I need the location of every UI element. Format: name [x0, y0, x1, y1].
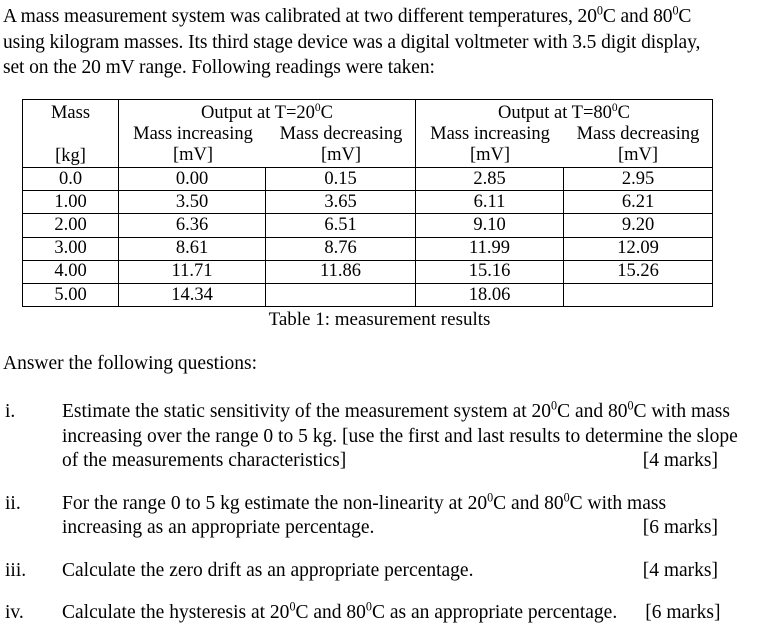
degree-superscript: 0 [627, 398, 634, 413]
question-iv-line-1-part-a: Calculate the hysteresis at 20 [62, 602, 290, 623]
question-body-ii [62, 492, 739, 541]
table-row [23, 214, 713, 237]
header-group-80c-units [416, 145, 712, 166]
degree-superscript: 0 [487, 490, 494, 504]
question-i-line-3 [62, 449, 739, 474]
question-number-ii: ii. [5, 492, 21, 514]
question-ii-marks: [6 marks] [642, 517, 718, 538]
question-ii-line-2-text: increasing as an appropriate percentage. [62, 517, 375, 538]
intro-line-3: set on the 20 mV range. Following readings were taken: [3, 57, 435, 78]
header-20c-decreasing: Mass decreasing [279, 124, 403, 144]
cell-t20-decreasing [266, 283, 416, 306]
degree-superscript: 0 [289, 599, 296, 614]
header-80c-decreasing-unit: [mV] [617, 145, 659, 165]
header-group-20c-suffix: C [320, 103, 333, 123]
intro-line-1-part-b: C and 80 [602, 6, 673, 27]
cell-mass: 5.00 [23, 283, 119, 306]
question-list [0, 400, 759, 644]
cell-mass: 3.00 [23, 237, 119, 260]
cell-t20-decreasing: 3.65 [266, 191, 416, 214]
intro-line-1-part-c: C [678, 6, 692, 27]
question-number-i: i. [5, 401, 16, 422]
header-80c-decreasing: Mass decreasing [576, 124, 700, 144]
question-i-line-1-part-a: Estimate the static sensitivity of the measurement system at 20 [62, 401, 552, 422]
question-ii-line-2 [62, 516, 739, 541]
header-group-80c-subcolumns [416, 124, 712, 145]
table-header [23, 100, 713, 168]
question-i-line-1-part-c: C with mass [633, 401, 730, 422]
table-caption: Table 1: measurement results [268, 309, 491, 330]
cell-t80-decreasing [564, 283, 713, 306]
question-i-line-1-part-b: C and 80 [557, 401, 628, 422]
header-cell-mass [23, 100, 119, 168]
header-80c-increasing-unit: [mV] [469, 145, 511, 165]
header-group-80c-text: Output at T=80 [498, 103, 612, 123]
header-80c-increasing: Mass increasing [430, 124, 550, 144]
cell-t20-increasing: 14.34 [119, 283, 266, 306]
degree-superscript: 0 [551, 398, 558, 413]
degree-superscript: 0 [611, 101, 618, 114]
header-group-80c-suffix: C [617, 103, 630, 123]
intro-paragraph [3, 4, 755, 81]
header-mass-unit: [kg] [55, 145, 86, 166]
question-i-line-3-text: of the measurements characteristics] [62, 450, 347, 471]
question-item-iii [0, 559, 759, 584]
cell-t20-increasing: 8.61 [119, 237, 266, 260]
cell-t20-decreasing: 8.76 [266, 237, 416, 260]
cell-t80-decreasing: 6.21 [564, 191, 713, 214]
cell-t80-decreasing: 12.09 [564, 237, 713, 260]
answer-prompt: Answer the following questions: [3, 353, 258, 374]
question-number-iv: iv. [5, 602, 24, 623]
question-iii-marks: [4 marks] [642, 559, 718, 581]
cell-mass: 2.00 [23, 214, 119, 237]
degree-superscript: 0 [672, 3, 679, 18]
cell-mass: 1.00 [23, 191, 119, 214]
table-row [23, 191, 713, 214]
question-body-iv [62, 601, 739, 626]
question-iii-line-1-text: Calculate the zero drift as an appropriate percentage. [62, 559, 474, 581]
degree-superscript: 0 [314, 101, 321, 114]
header-cell-group-20c [119, 100, 416, 168]
header-20c-decreasing-unit: [mV] [320, 145, 362, 165]
cell-t20-increasing: 11.71 [119, 260, 266, 283]
header-group-20c-text: Output at T=20 [201, 103, 315, 123]
degree-superscript: 0 [563, 490, 570, 504]
header-cell-group-80c [416, 100, 713, 168]
question-ii-line-1-part-b: C and 80 [493, 492, 564, 514]
cell-t20-decreasing: 6.51 [266, 214, 416, 237]
intro-line-1-part-a: A mass measurement system was calibrated at two different temperatures, 20 [3, 6, 597, 27]
cell-t20-increasing: 3.50 [119, 191, 266, 214]
question-ii-line-1 [62, 492, 739, 517]
question-item-iv [0, 601, 759, 626]
question-ii-line-1-part-a: For the range 0 to 5 kg estimate the non-linearity at 20 [62, 492, 488, 514]
header-group-20c-units [119, 145, 415, 166]
question-item-ii [0, 492, 759, 541]
degree-superscript: 0 [365, 599, 372, 614]
table-body [23, 168, 713, 307]
question-ii-line-1-part-c: C with mass [569, 492, 667, 514]
cell-t80-increasing: 15.16 [416, 260, 564, 283]
table-row [23, 260, 713, 283]
table-row [23, 283, 713, 306]
cell-t80-increasing: 9.10 [416, 214, 564, 237]
question-iv-line-1-part-c: C as an appropriate percentage. [371, 602, 618, 623]
cell-t80-increasing: 6.11 [416, 191, 564, 214]
question-number-iii: iii. [5, 559, 27, 581]
cell-t20-decreasing: 0.15 [266, 168, 416, 191]
cell-t80-decreasing: 2.95 [564, 168, 713, 191]
header-20c-increasing-unit: [mV] [172, 145, 214, 165]
cell-t20-decreasing: 11.86 [266, 260, 416, 283]
question-i-marks: [4 marks] [642, 450, 718, 471]
cell-t80-decreasing: 15.26 [564, 260, 713, 283]
table-row [23, 237, 713, 260]
question-i-line-1 [62, 400, 739, 425]
cell-t80-increasing: 2.85 [416, 168, 564, 191]
table-header-row [23, 100, 713, 168]
cell-mass: 4.00 [23, 260, 119, 283]
question-iv-line-1 [62, 601, 739, 626]
table-row [23, 168, 713, 191]
question-iii-line-1 [62, 559, 739, 584]
question-body-i [62, 400, 739, 474]
header-group-20c-title [119, 101, 415, 124]
header-group-20c-subcolumns [119, 124, 415, 145]
cell-t80-increasing: 11.99 [416, 237, 564, 260]
cell-t80-decreasing: 9.20 [564, 214, 713, 237]
question-i-line-2: increasing over the range 0 to 5 kg. [use the first and last results to determine the slope [62, 425, 738, 447]
cell-t20-increasing: 6.36 [119, 214, 266, 237]
cell-t20-increasing: 0.00 [119, 168, 266, 191]
intro-line-1 [3, 4, 755, 30]
header-group-80c-title [416, 101, 712, 124]
intro-line-2: using kilogram masses. Its third stage device was a digital voltmeter with 3.5 digit display, [3, 31, 701, 53]
cell-mass: 0.0 [23, 168, 119, 191]
question-body-iii [62, 559, 739, 584]
question-iv-line-1-part-b: C and 80 [295, 602, 366, 623]
question-item-i [0, 400, 759, 474]
question-iv-marks: [6 marks] [645, 602, 721, 623]
measurement-results-table [22, 99, 713, 307]
results-table-wrapper [22, 99, 712, 307]
header-20c-increasing: Mass increasing [133, 124, 253, 144]
degree-superscript: 0 [596, 3, 603, 18]
cell-t80-increasing: 18.06 [416, 283, 564, 306]
header-mass-title: Mass [50, 102, 91, 123]
